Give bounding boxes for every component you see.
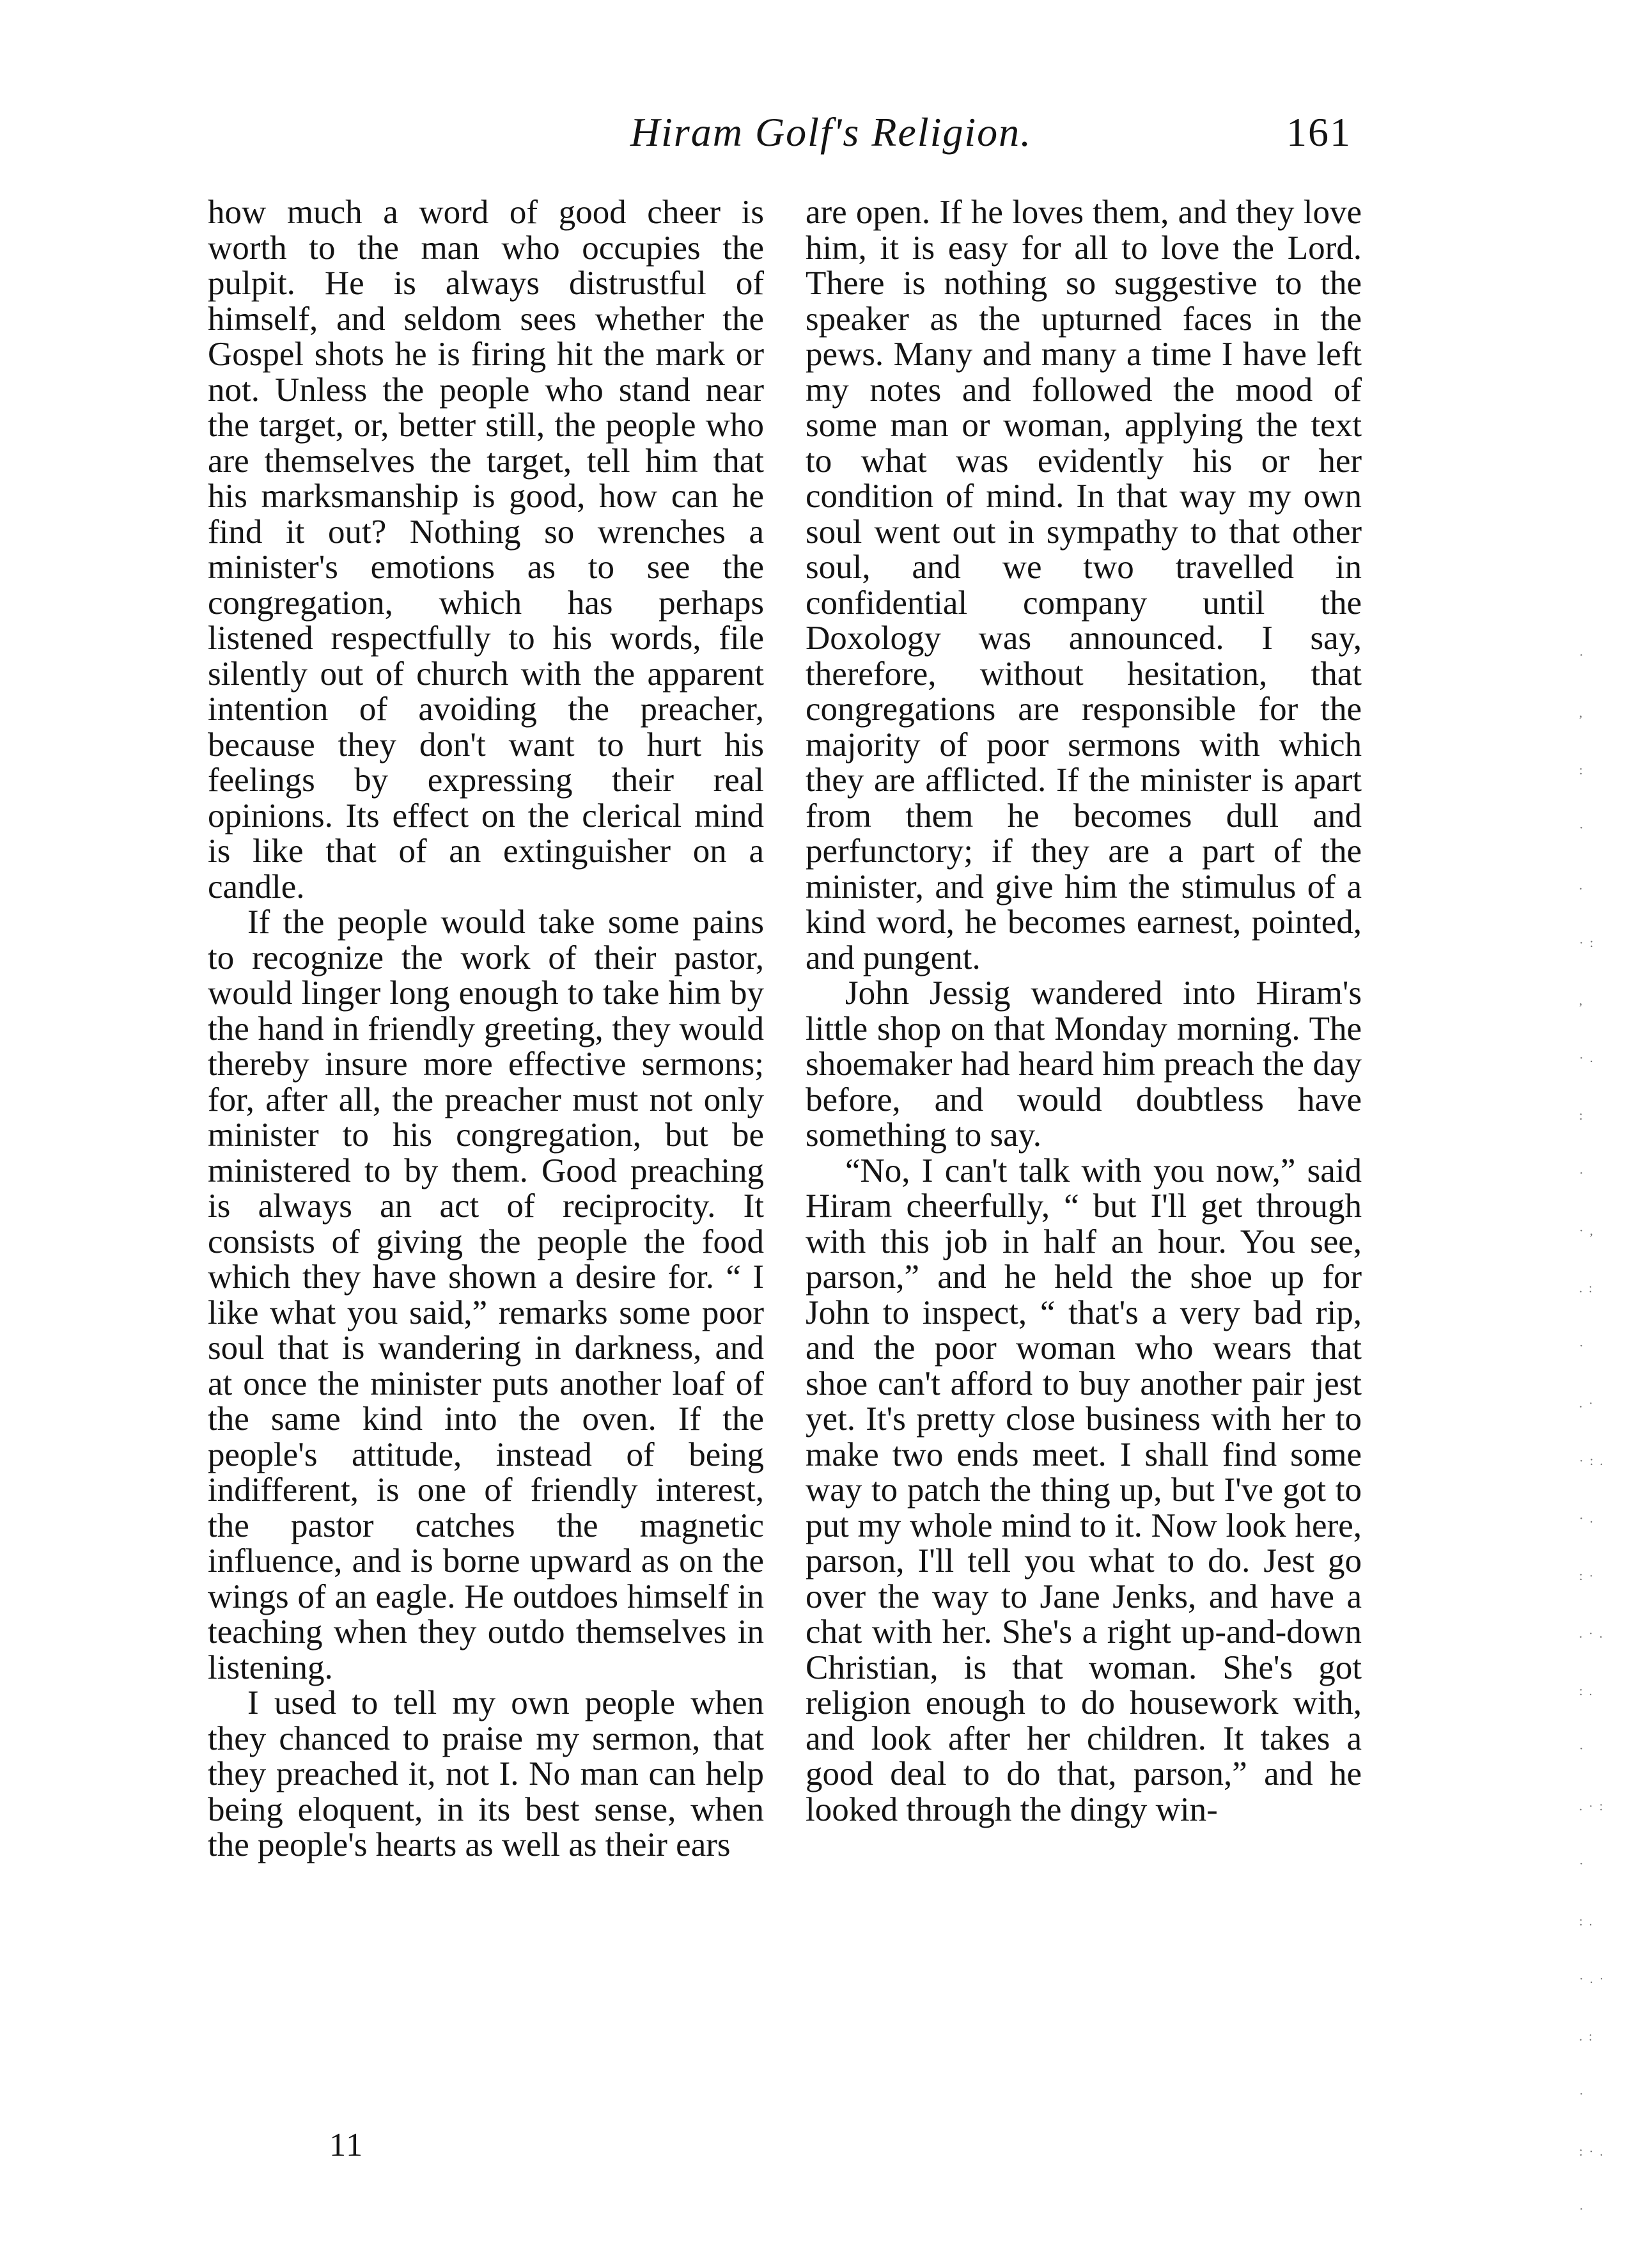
running-title: Hiram Golf's Religion. xyxy=(630,109,1032,155)
right-paragraph-3: “No, I can't talk with you now,” said Hiram cheerfully, “ but I'll get through with this job in half an hour. You see, parson,” and he held the shoe up for John to inspect, “ that's a very bad rip, and the poor woman who wears that shoe can't afford to buy another pair jest yet. It's pretty close business with her to make two ends meet. I shall find some way to patch the thing up, but I've got to put my whole mind to it. Now look here, parson, I'll tell you what to do. Jest go over the way to Jane Jenks, and have a chat with her. She's a right up-and-down Christian, is that woman. She's got religion enough to do housework with, and look after her children. It takes a good deal to do that, parson,” and he looked through the dingy win- xyxy=(806,1152,1362,1828)
left-paragraph-1: how much a word of good cheer is worth to the man who occupies the pulpit. He is always distrustful of himself, and seldom sees whether the Gospel shots he is firing hit the mark or not. Unless the people who stand near the target, or, better still, the people who are themselves the target, tell him that his marksmanship is good, how can he find it out? Nothing so wrenches a minister's emotions as to see the congregation, which has perhaps listened respectfully to his words, file silently out of church with the apparent intention of avoiding the preacher, because they don't want to hurt his feelings by expressing their real opinions. Its effect on the clerical mind is like that of an extinguisher on a candle. xyxy=(208,194,764,906)
page-number: 161 xyxy=(1286,109,1352,155)
left-paragraph-3: I used to tell my own people when they chanced to praise my sermon, that they preached it, not I. No man can help being eloquent, in its best sense, when the people's hearts as well as their ears xyxy=(208,1684,764,1863)
page-edge-specks: · , : · . ·: , ·. : · ·, .: · .· ·:. ·. :· .·. :. · .·: · :. ·.· .: · :·. · xyxy=(1579,648,1610,2216)
signature-mark: 11 xyxy=(329,2127,364,2163)
left-text-column xyxy=(208,195,764,1863)
right-paragraph-2: John Jessig wandered into Hiram's little shop on that Monday morning. The shoemaker had heard him preach the day before, and would doubtless have something to say. xyxy=(806,975,1362,1154)
right-paragraph-1: are open. If he loves them, and they love him, it is easy for all to love the Lord. There is nothing so suggestive to the speaker as the upturned faces in the pews. Many and many a time I have left my notes and followed the mood of some man or woman, applying the text to what was evidently his or her condition of mind. In that way my own soul went out in sympathy to that other soul, and we two travelled in confidential company until the Doxology was announced. I say, therefore, without hesitation, that congregations are responsible for the majority of poor sermons with which they are afflicted. If the minister is apart from them he becomes dull and perfunctory; if they are a part of the minister, and give him the stimulus of a kind word, he becomes earnest, pointed, and pungent. xyxy=(806,194,1362,976)
right-text-column xyxy=(806,195,1362,1828)
left-paragraph-2: If the people would take some pains to recognize the work of their pastor, would linger long enough to take him by the hand in friendly greeting, they would thereby insure more effective sermons; for, after all, the preacher must not only minister to his congregation, but be ministered to by them. Good preaching is always an act of reciprocity. It consists of giving the people the food which they have shown a desire for. “ I like what you said,” remarks some poor soul that is wandering in darkness, and at once the minister puts another loaf of the same kind into the oven. If the people's attitude, instead of being indifferent, is one of friendly interest, the pastor catches the magnetic influence, and is borne upward as on the wings of an eagle. He outdoes himself in teaching when they outdo themselves in listening. xyxy=(208,904,764,1686)
